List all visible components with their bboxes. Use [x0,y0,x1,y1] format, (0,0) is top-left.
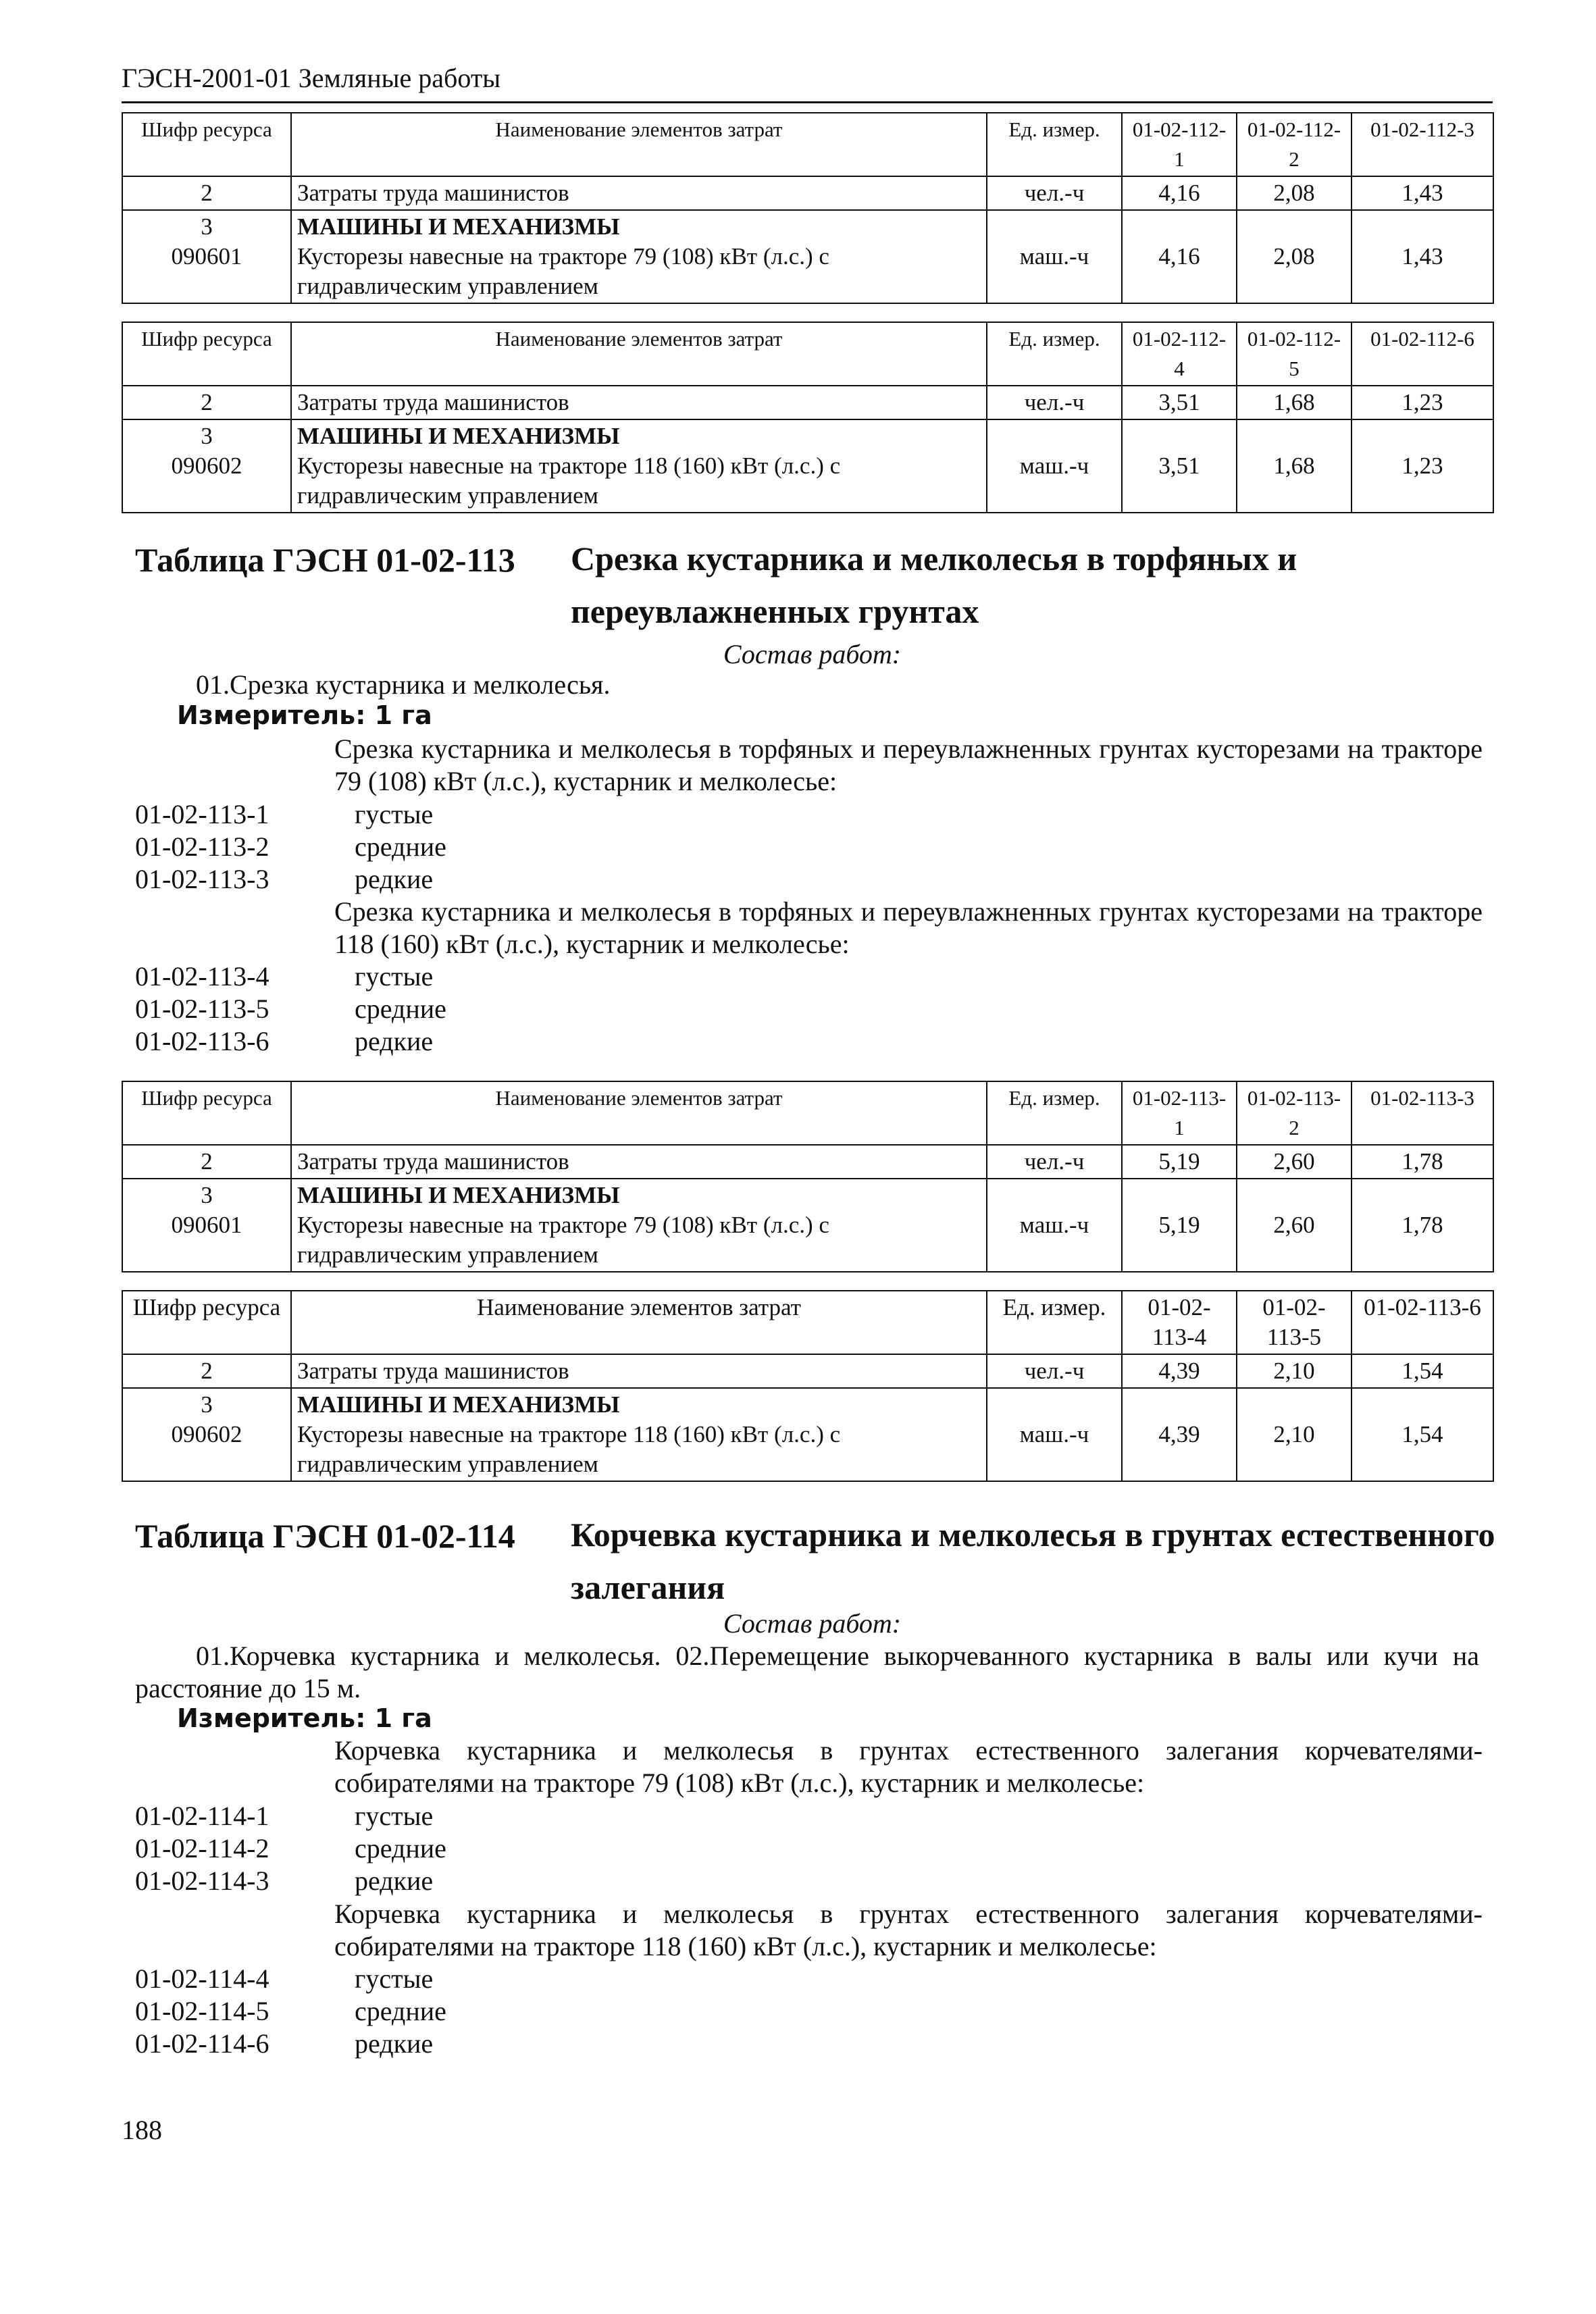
cost-element-name [291,1179,987,1272]
meter-label: Измеритель: 1 га [177,700,432,730]
table-name: Срезка кустарника и мелколесья в торфяных и переувлажненных грунтах [571,540,1297,630]
unit: чел.-ч [987,1145,1122,1179]
table-header-row [122,322,1493,386]
resource-table-113-4-6 [122,1290,1494,1482]
norm-label: редкие [355,1026,434,1056]
group-description: Корчевка кустарника и мелколесья в грунтах естественного залегания корчевателями- собирателями на тракторе 79 (108) кВт (л.с.), кустарник и мелколесье: [334,1735,1483,1798]
resource-code: 2 [122,176,291,210]
resource-code: 090601 [171,1212,242,1238]
norm-label: редкие [355,2028,434,2059]
composition-label: Состав работ: [723,639,902,669]
value: 4,39 [1122,1388,1237,1481]
value: 1,54 [1352,1388,1493,1481]
col-header: Шифр ресурса [122,322,291,386]
norm-label: редкие [355,1866,434,1896]
unit: маш.-ч [987,1179,1122,1272]
cost-element-name: Затраты труда машинистов [291,1354,987,1388]
meter-label: Измеритель: 1 га [177,1703,432,1733]
table-header-row [122,113,1493,176]
norm-code: 01-02-114-4 [135,1963,269,1994]
col-header: 01-02-113-4 [1122,1291,1237,1354]
col-header: 01-02-112-3 [1352,113,1493,176]
group-code: 3 [201,213,213,240]
norm-label: средние [355,1996,446,2026]
table-row [122,1145,1493,1179]
norm-label: густые [355,961,434,992]
resource-name: Кусторезы навесные на тракторе 118 (160) кВт (л.с.) с гидравлическим управлением [297,1421,841,1477]
resource-name: Кусторезы навесные на тракторе 118 (160) кВт (л.с.) с гидравлическим управлением [297,453,841,509]
unit: маш.-ч [987,210,1122,303]
resource-code: 090601 [171,243,242,269]
col-header: 01-02-113-5 [1237,1291,1352,1354]
norm-label: густые [355,1963,434,1994]
col-header: 01-02-113-1 [1122,1081,1237,1145]
resource-code [122,1388,291,1481]
value: 2,60 [1237,1145,1352,1179]
norm-label: редкие [355,864,434,894]
resource-code: 090602 [171,1421,242,1447]
cost-element-name [291,1388,987,1481]
col-header: Ед. измер. [987,113,1122,176]
cost-element-name [291,210,987,303]
norm-code: 01-02-114-5 [135,1996,269,2026]
resource-name: Кусторезы навесные на тракторе 79 (108) кВт (л.с.) с гидравлическим управлением [297,1212,829,1268]
value: 1,23 [1352,386,1493,419]
unit: чел.-ч [987,176,1122,210]
value: 2,60 [1237,1179,1352,1272]
group-description: Корчевка кустарника и мелколесья в грунтах естественного залегания корчевателями- собирателями на тракторе 118 (160) кВт (л.с.), кустарник и мелколесье: [334,1899,1483,1961]
value: 1,68 [1237,386,1352,419]
value: 2,10 [1237,1388,1352,1481]
resource-code: 2 [122,386,291,419]
col-header: 01-02-113-6 [1352,1291,1493,1354]
group-code: 3 [201,423,213,449]
cost-element-name [291,419,987,513]
value: 1,78 [1352,1179,1493,1272]
resource-table-112-4-6 [122,322,1494,513]
group-title: МАШИНЫ И МЕХАНИЗМЫ [297,1182,620,1208]
group-title: МАШИНЫ И МЕХАНИЗМЫ [297,423,620,449]
norm-label: средние [355,831,446,862]
norm-code: 01-02-114-2 [135,1833,269,1863]
col-header: 01-02-112-4 [1122,322,1237,386]
norm-code: 01-02-113-3 [135,864,269,894]
value: 5,19 [1122,1179,1237,1272]
col-header: 01-02-112-5 [1237,322,1352,386]
resource-table-113-1-3 [122,1081,1494,1272]
table-name: Корчевка кустарника и мелколесья в грунтах естественного залегания [571,1516,1495,1606]
col-header: Ед. измер. [987,1081,1122,1145]
table-number: Таблица ГЭСН 01-02-113 [135,541,515,579]
value: 4,39 [1122,1354,1237,1388]
value: 3,51 [1122,386,1237,419]
col-header: Шифр ресурса [122,1081,291,1145]
norm-code: 01-02-113-6 [135,1026,269,1056]
norm-code: 01-02-114-3 [135,1866,269,1896]
group-title: МАШИНЫ И МЕХАНИЗМЫ [297,1391,620,1418]
value: 5,19 [1122,1145,1237,1179]
norm-label: густые [355,1801,434,1831]
col-header: Ед. измер. [987,1291,1122,1354]
col-header: Шифр ресурса [122,1291,291,1354]
unit: чел.-ч [987,1354,1122,1388]
col-header: Наименование элементов затрат [291,1081,987,1145]
norm-code: 01-02-113-1 [135,799,269,829]
cost-element-name: Затраты труда машинистов [291,386,987,419]
unit: чел.-ч [987,386,1122,419]
col-header: 01-02-112-6 [1352,322,1493,386]
col-header: 01-02-113-2 [1237,1081,1352,1145]
resource-code: 090602 [171,453,242,479]
table-row [122,176,1493,210]
group-code: 3 [201,1182,213,1208]
value: 4,16 [1122,176,1237,210]
unit: маш.-ч [987,1388,1122,1481]
table-row [122,210,1493,303]
norm-label: средние [355,1833,446,1863]
norm-code: 01-02-114-6 [135,2028,269,2059]
resource-code: 2 [122,1354,291,1388]
col-header: Наименование элементов затрат [291,113,987,176]
norm-code: 01-02-114-1 [135,1801,269,1831]
table-row [122,1179,1493,1272]
norm-code: 01-02-113-2 [135,831,269,862]
value: 3,51 [1122,419,1237,513]
norm-label: густые [355,799,434,829]
header-rule [122,101,1493,103]
value: 2,08 [1237,210,1352,303]
cost-element-name: Затраты труда машинистов [291,176,987,210]
group-code: 3 [201,1391,213,1418]
resource-table-112-1-3 [122,112,1494,304]
value: 1,43 [1352,176,1493,210]
value: 1,54 [1352,1354,1493,1388]
unit: маш.-ч [987,419,1122,513]
value: 1,68 [1237,419,1352,513]
page-number: 188 [122,2115,162,2145]
group-description: Срезка кустарника и мелколесья в торфяных и переувлажненных грунтах кусторезами на тракторе 118 (160) кВт (л.с.), кустарник и мелколесье: [334,896,1483,959]
col-header: Наименование элементов затрат [291,322,987,386]
value: 1,78 [1352,1145,1493,1179]
composition-label: Состав работ: [723,1608,902,1639]
resource-name: Кусторезы навесные на тракторе 79 (108) кВт (л.с.) с гидравлическим управлением [297,243,829,299]
table-row [122,1388,1493,1481]
table-header-row [122,1291,1493,1354]
page-header: ГЭСН-2001-01 Земляные работы [122,63,501,93]
norm-code: 01-02-113-4 [135,961,269,992]
group-title: МАШИНЫ И МЕХАНИЗМЫ [297,213,620,240]
value: 2,10 [1237,1354,1352,1388]
col-header: Ед. измер. [987,322,1122,386]
col-header: 01-02-113-3 [1352,1081,1493,1145]
table-row [122,419,1493,513]
norm-label: средние [355,994,446,1024]
table-header-row [122,1081,1493,1145]
resource-code [122,1179,291,1272]
composition-text: 01.Корчевка кустарника и мелколесья. 02.Перемещение выкорчеванного кустарника в валы или кучи на расстояние до 15 м. [135,1641,1479,1703]
norm-code: 01-02-113-5 [135,994,269,1024]
value: 1,43 [1352,210,1493,303]
value: 4,16 [1122,210,1237,303]
table-row [122,386,1493,419]
cost-element-name: Затраты труда машинистов [291,1145,987,1179]
col-header: Шифр ресурса [122,113,291,176]
resource-code [122,419,291,513]
value: 2,08 [1237,176,1352,210]
col-header: 01-02-112-1 [1122,113,1237,176]
resource-code: 2 [122,1145,291,1179]
table-row [122,1354,1493,1388]
value: 1,23 [1352,419,1493,513]
table-number: Таблица ГЭСН 01-02-114 [135,1517,515,1555]
group-description: Срезка кустарника и мелколесья в торфяных и переувлажненных грунтах кусторезами на тракторе 79 (108) кВт (л.с.), кустарник и мелколесье: [334,734,1483,796]
col-header: 01-02-112-2 [1237,113,1352,176]
col-header: Наименование элементов затрат [291,1291,987,1354]
composition-text: 01.Срезка кустарника и мелколесья. [196,669,611,700]
resource-code [122,210,291,303]
